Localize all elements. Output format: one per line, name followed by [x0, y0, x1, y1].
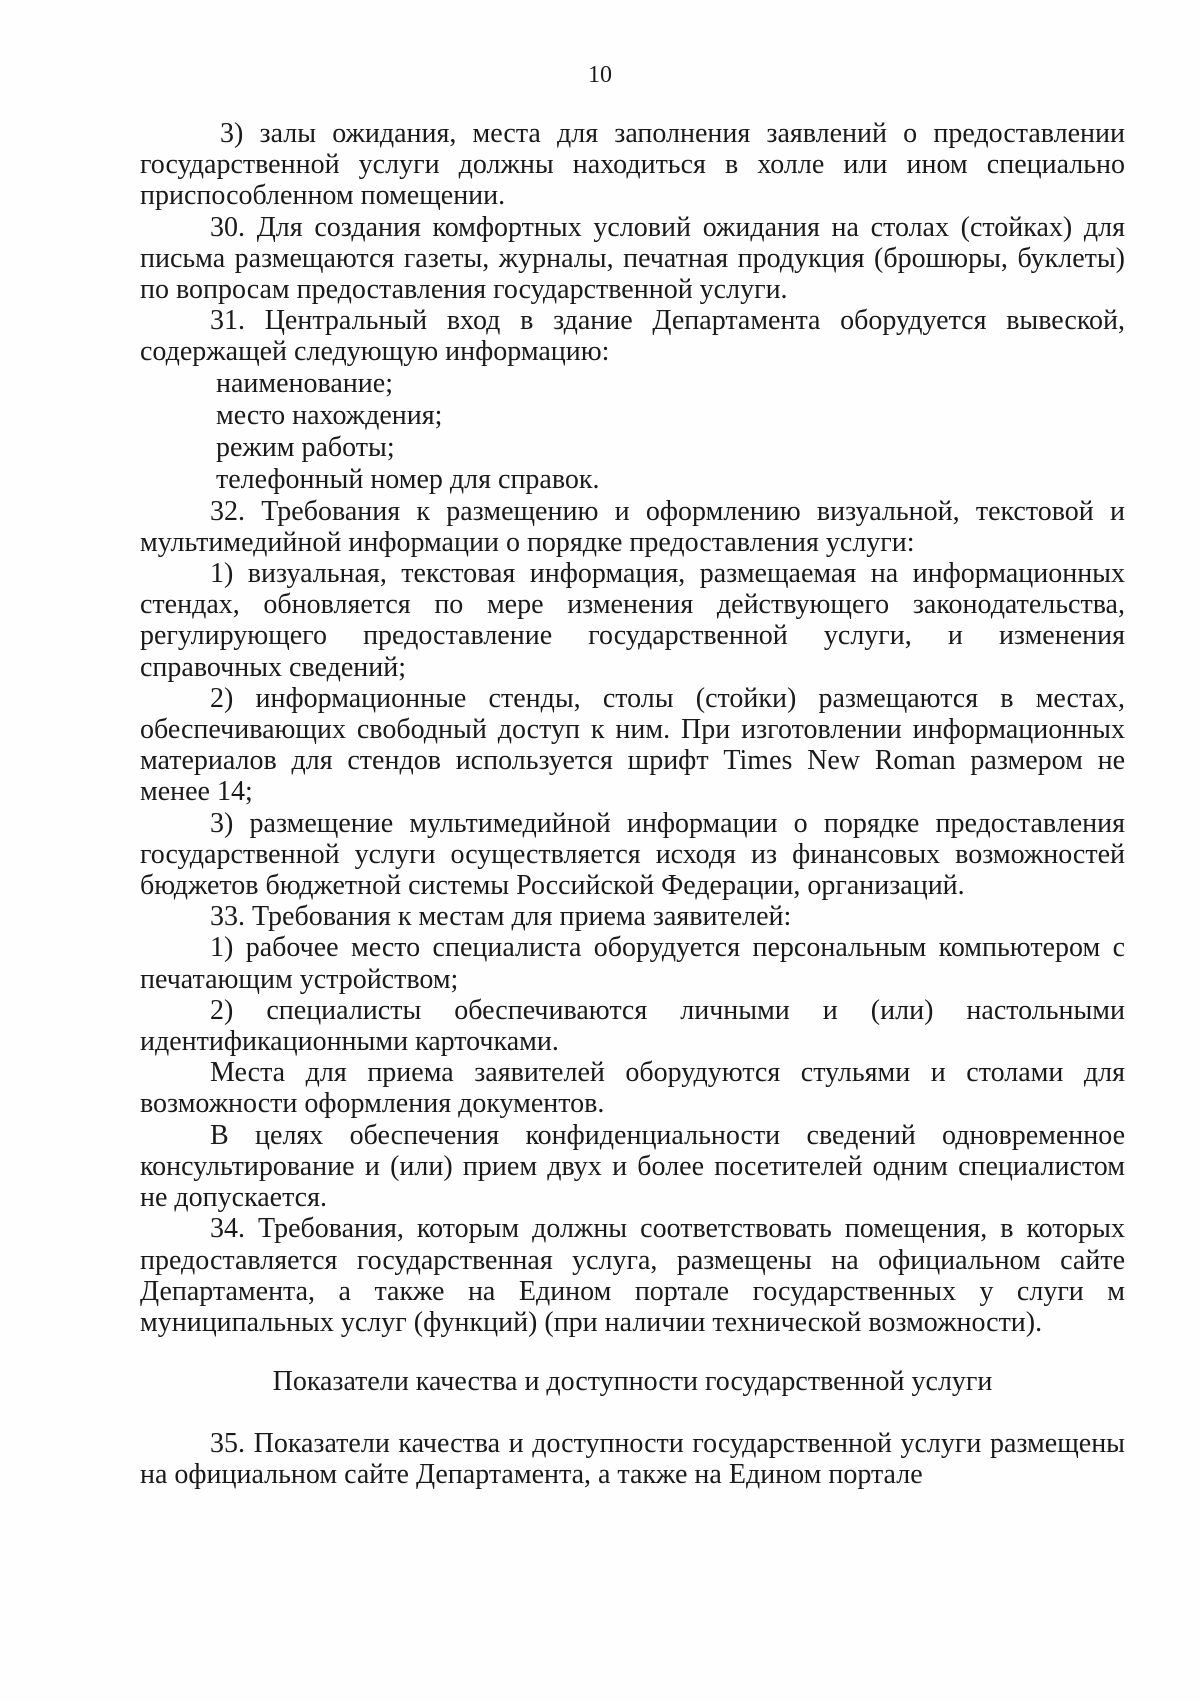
paragraph-32: 32. Требования к размещению и оформлению визуальной, текстовой и мультимедийной информации о порядке предоставления услуги: — [140, 495, 1125, 558]
paragraph-34: 34. Требования, которым должны соответствовать помещения, в которых предоставляется государственная услуга, размещены на официальном сайте Департамента, а также на Едином портале государственных у слуги м муниципальных услуг (функций) (при наличии технической возможности). — [140, 1213, 1125, 1338]
document-body — [140, 118, 1125, 1491]
list-item: режим работы; — [216, 431, 395, 463]
paragraph-32-item-2: 2) информационные стенды, столы (стойки) размещаются в местах, обеспечивающих свободный доступ к ним. При изготовлении информационных материалов для стендов используется шрифт Times New Roman размером не менее 14; — [140, 682, 1125, 808]
paragraph-33-item-2: 2) специалисты обеспечиваются личными и (или) настольными идентификационными карточками. — [140, 994, 1125, 1058]
paragraph-waiting-halls: 3) залы ожидания, места для заполнения заявлений о предоставлении государственной услуги должны находиться в холле или ином специально приспособленном помещении. — [140, 118, 1125, 212]
paragraph-31: 31. Центральный вход в здание Департамента оборудуется вывеской, содержащей следующую информацию: — [140, 305, 1125, 368]
paragraph-30: 30. Для создания комфортных условий ожидания на столах (стойках) для письма размещаются газеты, журналы, печатная продукция (брошюры, буклеты) по вопросам предоставления государственной услуги. — [140, 211, 1125, 306]
sign-info-list — [140, 368, 1125, 496]
paragraph-confidentiality: В целях обеспечения конфиденциальности сведений одновременное консультирование и (или) прием двух и более посетителей одним специалистом не допускается. — [140, 1119, 1125, 1214]
page-number: 10 — [588, 62, 612, 88]
list-item: наименование; — [216, 367, 393, 399]
list-item: место нахождения; — [216, 399, 443, 431]
paragraph-reception-places: Места для приема заявителей оборудуются стульями и столами для возможности оформления документов. — [140, 1057, 1125, 1120]
section-heading: Показатели качества и доступности государственной услуги — [272, 1366, 993, 1398]
paragraph-32-item-1: 1) визуальная, текстовая информация, размещаемая на информационных стендах, обновляется по мере изменения действующего законодательства, регулирующего предоставление государственной услуги, и изменения справочных сведений; — [140, 558, 1125, 683]
list-item: телефонный номер для справок. — [216, 463, 600, 495]
paragraph-32-item-3: 3) размещение мультимедийной информации о порядке предоставления государственной услуги осуществляется исходя из финансовых возможностей бюджетов бюджетной системы Российской Федерации, организаций. — [140, 807, 1125, 902]
paragraph-33-item-1: 1) рабочее место специалиста оборудуется персональным компьютером с печатающим устройством; — [140, 932, 1125, 995]
paragraph-35: 35. Показатели качества и доступности государственной услуги размещены на официальном сайте Департамента, а также на Едином портале — [140, 1428, 1125, 1491]
paragraph-33: 33. Требования к местам для приема заявителей: — [210, 901, 792, 933]
